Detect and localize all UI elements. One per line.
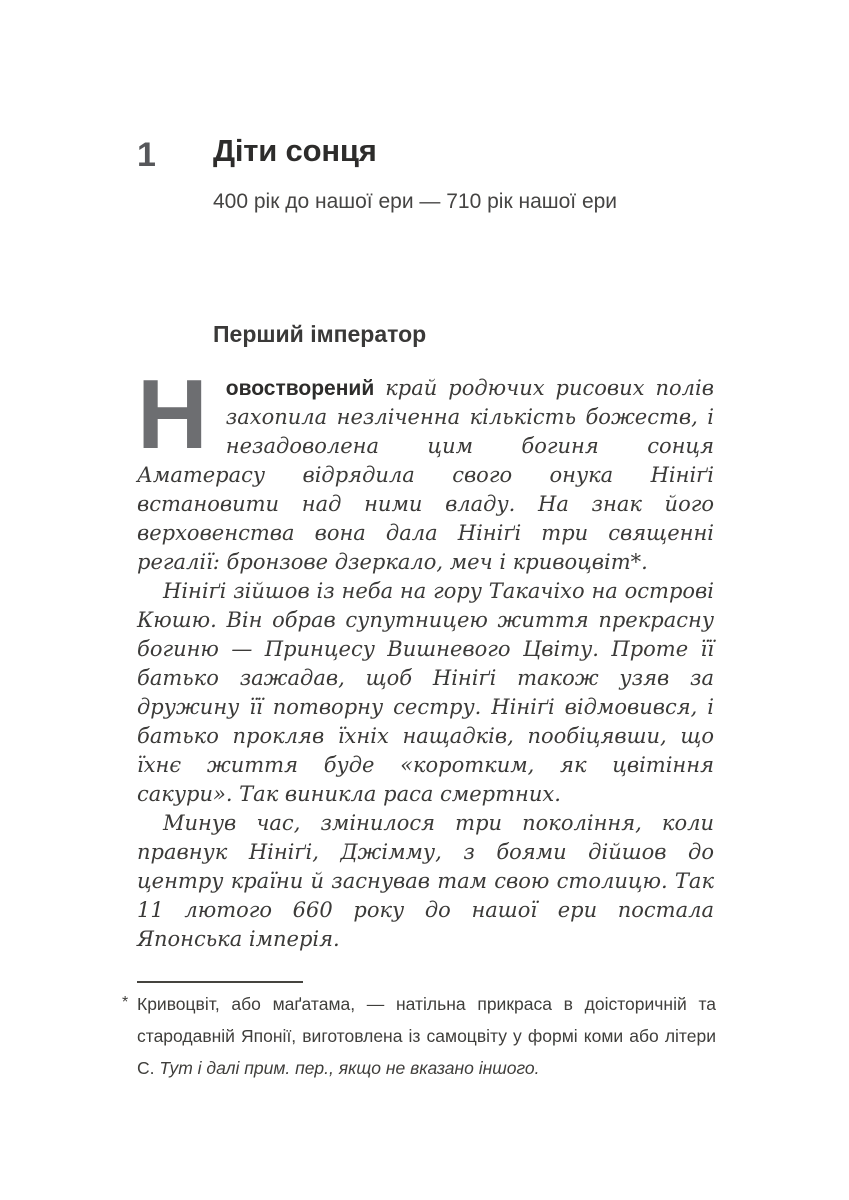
footnote bbox=[122, 988, 716, 1084]
footnote-text-regular: Кривоцвіт, або маґатама, — натільна прикраса в доісторичній та стародавній Японії, виготовлена із самоцвіту у формі коми або літери С. bbox=[137, 994, 716, 1078]
footnote-separator bbox=[137, 981, 303, 983]
drop-cap-letter: Н bbox=[137, 359, 208, 469]
footnote-text-italic: Тут і далі прим. пер., якщо не вказано іншого. bbox=[159, 1058, 540, 1078]
body-text bbox=[137, 359, 714, 954]
footnote-text bbox=[137, 988, 716, 1084]
paragraph-1-text: край родючих рисових полів захопила незліченна кількість божеств, і незадоволена цим богиня сонця Аматерасу відрядила свого онука Нініґі встановити над ними владу. На знак його верховенства вона дала Нініґі три священні регалії: бронзове дзеркало, меч і кривоцвіт*. bbox=[137, 376, 714, 574]
lead-word: овостворений bbox=[225, 377, 375, 400]
section-heading: Перший імператор bbox=[213, 321, 427, 347]
footnote-marker: * bbox=[122, 994, 129, 1011]
paragraph-3: Минув час, змінилося три покоління, коли правнук Нініґі, Джімму, з боями дійшов до центру країни й заснував там свою столицю. Так 11 лютого 660 року до нашої ери постала Японська імперія. bbox=[137, 811, 714, 951]
chapter-date-range: 400 рік до нашої ери — 710 рік нашої ери bbox=[213, 190, 618, 213]
paragraph-2: Нініґі зійшов із неба на гору Такачіхо на острові Кюшю. Він обрав супутницею життя прекрасну богиню — Принцесу Вишневого Цвіту. Проте її батько зажадав, щоб Нініґі також узяв за дружину її потворну сестру. Нініґі відмовився, і батько прокляв їхніх нащадків, пообіцявши, що їхнє життя буде «коротким, як цвітіння сакури». Так виникла раса смертних. bbox=[137, 579, 714, 806]
chapter-title: Діти сонця bbox=[213, 133, 377, 168]
paragraph-1 bbox=[137, 359, 714, 577]
chapter-number: 1 bbox=[137, 136, 156, 174]
